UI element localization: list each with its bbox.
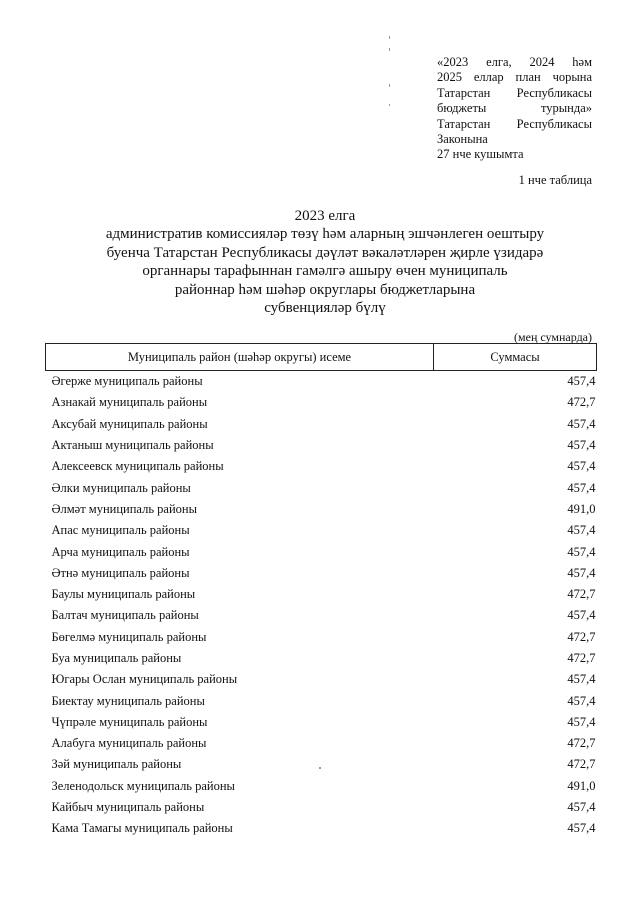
amount-value: 491,0 [567, 501, 596, 516]
amount-value: 457,4 [567, 416, 596, 431]
district-name: Әгерже муниципаль районы [51, 374, 203, 389]
amount-value: 472,7 [567, 629, 596, 644]
title-line: районнар һәм шәһәр округлары бюджетларына [174, 281, 476, 298]
table-row [46, 690, 597, 711]
table-row [46, 818, 597, 839]
amount-value: 472,7 [567, 587, 596, 602]
amount-value: 457,4 [567, 480, 596, 495]
scan-speck [319, 767, 321, 769]
approval-note-line: бюджеты турында» [437, 101, 592, 116]
district-name: Әтнә муниципаль районы [51, 565, 190, 580]
table-row [46, 456, 597, 477]
approval-note-line: Законына [437, 132, 488, 147]
column-header-amount: Суммасы [434, 344, 597, 371]
title-line: субвенцияләр бүлү [264, 300, 386, 317]
table-row [46, 648, 597, 669]
table-row [46, 797, 597, 818]
amount-value: 457,4 [567, 821, 596, 836]
table-row [46, 520, 597, 541]
document-title [90, 207, 560, 317]
amount-value: 472,7 [567, 651, 596, 665]
district-name: Зәй муниципаль районы [51, 757, 182, 772]
title-line: административ комиссияләр төзү һәм аларның эшчәнлеген оештыру [105, 226, 545, 243]
table-row [46, 776, 597, 797]
scan-speck [389, 84, 390, 87]
district-name: Аксубай муниципаль районы [51, 416, 208, 431]
approval-note-line: 2025 еллар план чорына [437, 70, 592, 85]
scan-speck [389, 104, 390, 106]
table-row [46, 733, 597, 754]
approval-note-line: «2023 елга, 2024 һәм [437, 55, 592, 69]
title-line: 2023 елга [294, 208, 356, 224]
table-row [46, 541, 597, 562]
amount-value: 457,4 [567, 565, 596, 580]
amount-value: 457,4 [567, 374, 596, 389]
district-name: Кама Тамагы муниципаль районы [51, 821, 233, 836]
amount-value: 457,4 [567, 438, 596, 453]
amount-value: 472,7 [567, 757, 596, 772]
district-name: Зеленодольск муниципаль районы [51, 778, 235, 793]
approval-note-line: 27 нче кушымта [437, 147, 524, 162]
amount-value: 457,4 [567, 672, 596, 687]
district-name: Актаныш муниципаль районы [51, 438, 214, 453]
district-name: Бөгелмә муниципаль районы [51, 629, 207, 644]
district-name: Апас муниципаль районы [51, 523, 190, 538]
table-row [46, 477, 597, 498]
amount-value: 457,4 [567, 714, 596, 729]
amount-value: 457,4 [567, 544, 596, 559]
units-note: (мең сумнарда) [514, 330, 592, 344]
scan-speck [389, 48, 390, 51]
table-row [46, 563, 597, 584]
district-name: Арча муниципаль районы [51, 544, 190, 559]
district-name: Алабуга муниципаль районы [51, 736, 207, 751]
district-name: Буа муниципаль районы [51, 651, 182, 665]
table-row [46, 605, 597, 626]
district-name: Кайбыч муниципаль районы [51, 800, 205, 815]
table-row [46, 499, 597, 520]
approval-note-line: Татарстан Республикасы [437, 85, 592, 100]
table-row [46, 435, 597, 456]
amount-value: 457,4 [567, 608, 596, 623]
district-name: Балтач муниципаль районы [51, 608, 199, 623]
table-row [46, 371, 597, 393]
amount-value: 457,4 [567, 459, 596, 474]
amount-value: 457,4 [567, 693, 596, 708]
title-line: буенча Татарстан Республикасы дәүләт вәкаләтләрен җирле үзидарә [106, 244, 544, 261]
approval-note-line: Татарстан Республикасы [437, 116, 592, 131]
table-row [46, 712, 597, 733]
table-row [46, 627, 597, 648]
district-name: Югары Ослан муниципаль районы [51, 672, 238, 687]
district-name: Азнакай муниципаль районы [51, 395, 208, 410]
table-row [46, 392, 597, 413]
amount-value: 472,7 [567, 395, 596, 410]
district-name: Әлмәт муниципаль районы [51, 501, 197, 516]
subvention-table [45, 343, 597, 840]
table-header-row [46, 344, 597, 371]
amount-value: 491,0 [567, 778, 596, 793]
amount-value: 457,4 [567, 523, 596, 538]
table-row [46, 669, 597, 690]
table-row [46, 414, 597, 435]
amount-value: 472,7 [567, 736, 596, 751]
table-row [46, 754, 597, 775]
table-row [46, 584, 597, 605]
district-name: Чүпрәле муниципаль районы [51, 714, 208, 729]
scan-speck [389, 36, 390, 39]
district-name: Әлки муниципаль районы [51, 480, 191, 495]
title-line: органнары тарафыннан гамәлгә ашыру өчен муниципаль [142, 263, 508, 280]
approval-note [437, 55, 592, 163]
district-name: Биектау муниципаль районы [51, 693, 205, 708]
column-header-name: Муниципаль район (шәһәр округы) исеме [46, 344, 434, 371]
amount-value: 457,4 [567, 800, 596, 815]
district-name: Баулы муниципаль районы [51, 587, 196, 602]
table-number: 1 нче таблица [518, 173, 592, 187]
district-name: Алексеевск муниципаль районы [51, 459, 224, 474]
